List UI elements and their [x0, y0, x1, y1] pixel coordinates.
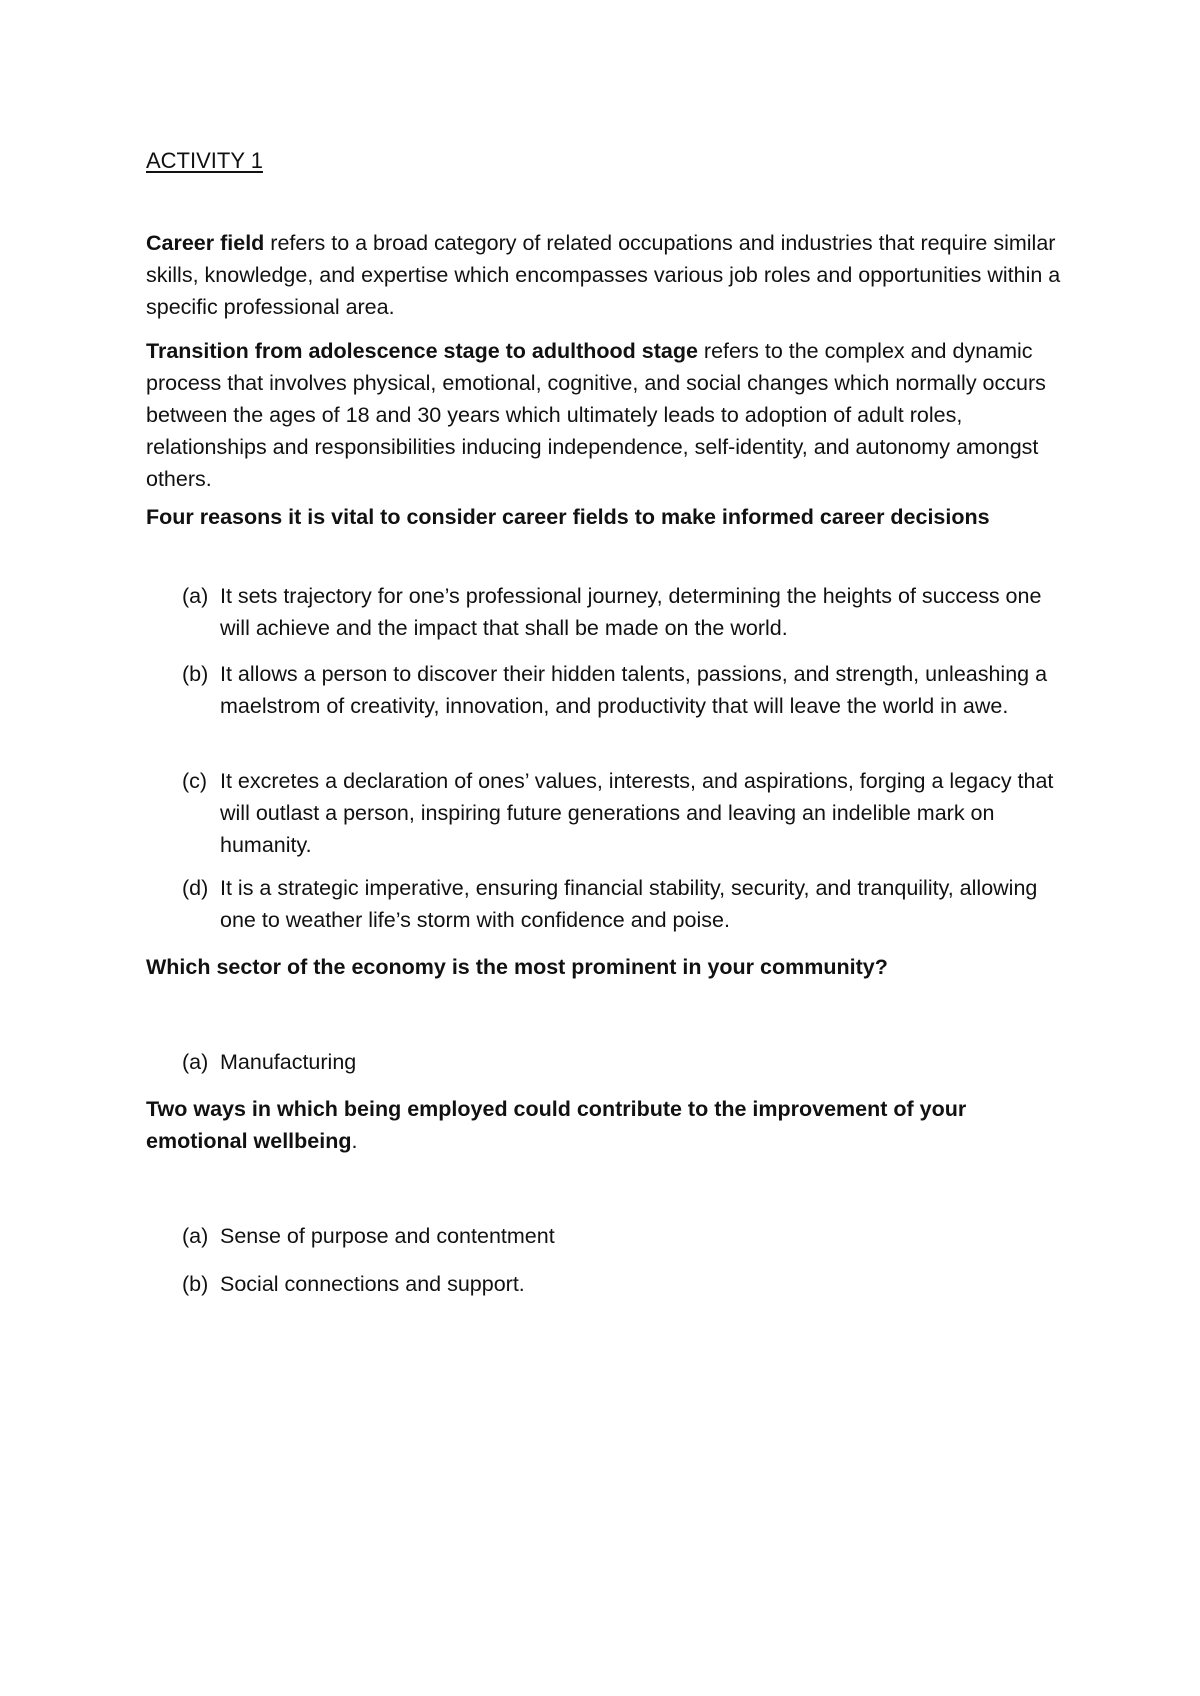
list-marker: (d)	[182, 876, 209, 900]
list-marker: (b)	[182, 662, 209, 686]
list-item-text: Social connections and support.	[220, 1272, 525, 1296]
list-marker: (b)	[182, 1272, 209, 1296]
list-item	[182, 872, 1066, 936]
list-item	[182, 1046, 1066, 1078]
list-item-text: Manufacturing	[220, 1050, 357, 1074]
list-item	[182, 580, 1066, 644]
list-item	[182, 658, 1066, 722]
list-marker: (a)	[182, 1224, 209, 1248]
list-marker: (c)	[182, 769, 208, 793]
definition-transition: refers to the complex and dynamic process that involves physical, emotional, cognitive, and social changes which normally occurs between the ages of 18 and 30 years which ultimately leads to adoption of adult roles, relationships and responsibilities inducing independence, self-identity, and autonomy amongst others.	[146, 339, 1046, 491]
term-transition: Transition from adolescence stage to adulthood stage	[146, 339, 698, 363]
page-title: ACTIVITY 1	[146, 148, 263, 173]
wellbeing-heading	[146, 1093, 1066, 1157]
list-item-text: Sense of purpose and contentment	[220, 1224, 555, 1248]
list-item	[182, 1268, 1066, 1300]
list-item-text: It allows a person to discover their hidden talents, passions, and strength, unleashing a maelstrom of creativity, innovation, and productivity that will leave the world in awe.	[220, 662, 1048, 718]
definition-career-field: refers to a broad category of related occupations and industries that require similar skills, knowledge, and expertise which encompasses various job roles and opportunities within a specific professional area.	[146, 231, 1061, 319]
list-item	[182, 765, 1066, 861]
term-career-field: Career field	[146, 231, 265, 255]
list-marker: (a)	[182, 584, 209, 608]
list-marker: (a)	[182, 1050, 209, 1074]
wellbeing-heading-text: Two ways in which being employed could contribute to the improvement of your emotional wellbeing	[146, 1097, 967, 1153]
list-item-text: It is a strategic imperative, ensuring financial stability, security, and tranquility, allowing one to weather life’s storm with confidence and poise.	[220, 876, 1038, 932]
list-item	[182, 1220, 1066, 1252]
reasons-heading: Four reasons it is vital to consider career fields to make informed career decisions	[146, 505, 990, 529]
wellbeing-heading-period: .	[351, 1129, 358, 1153]
paragraph-career-field	[146, 227, 1066, 323]
sector-heading: Which sector of the economy is the most prominent in your community?	[146, 955, 888, 979]
list-item-text: It excretes a declaration of ones’ values, interests, and aspirations, forging a legacy that will outlast a person, inspiring future generations and leaving an indelible mark on humanity.	[220, 769, 1054, 857]
list-item-text: It sets trajectory for one’s professional journey, determining the heights of success one will achieve and the impact that shall be made on the world.	[220, 584, 1042, 640]
paragraph-transition	[146, 335, 1066, 495]
